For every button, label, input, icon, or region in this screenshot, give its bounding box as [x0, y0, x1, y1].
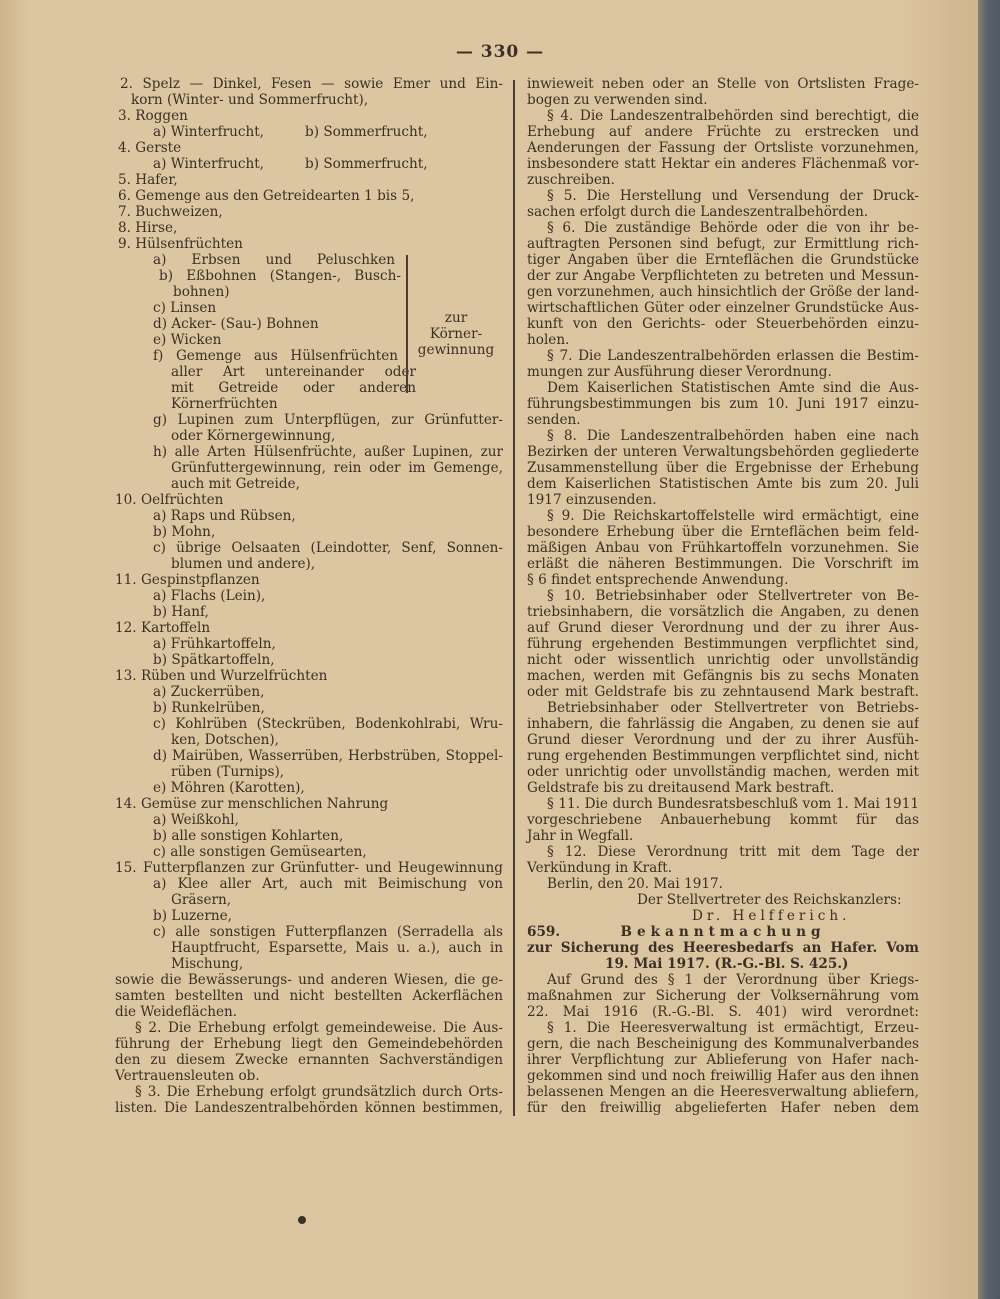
left-column-text-line: c) alle sonstigen Gemüsearten,	[153, 844, 367, 860]
right-column-text-line: ihrer Verpflichtung zur Ablieferung von Hafer nach-	[527, 1052, 919, 1068]
left-column-text-line: 2. Spelz — Dinkel, Fesen — sowie Emer und Ein-	[120, 76, 503, 92]
ink-spot	[298, 1216, 306, 1224]
right-column-text-line: § 6 findet entsprechende Anwendung.	[527, 572, 789, 588]
book-binding-edge	[978, 0, 1000, 1299]
left-column-text-line: Körnerfrüchten	[171, 396, 278, 412]
left-column-text-line: Mischung,	[171, 956, 244, 972]
right-column-text-line: Betriebsinhaber oder Stellvertreter von Betriebs-	[547, 700, 919, 716]
announcement-number: 659.	[527, 924, 561, 940]
right-column-text-line: für den freiwillig abgelieferten Hafer neben dem	[527, 1100, 919, 1116]
right-column-text-line: wirtschaftlichen Güter oder einzelner Grundstücke Aus-	[527, 300, 919, 316]
left-column-text-line: führung der Erhebung liegt den Gemeindebehörden	[115, 1036, 503, 1052]
right-column-text-line: 19. Mai 1917. (R.-G.-Bl. S. 425.)	[605, 956, 849, 972]
right-column-text-line: § 9. Die Reichskartoffelstelle wird ermächtigt, eine	[547, 508, 919, 524]
brace-label-line: Körner-	[429, 326, 483, 342]
left-column-text-line: § 3. Die Erhebung erfolgt grundsätzlich durch Orts-	[135, 1084, 503, 1100]
right-column-text-line: Aenderungen der Fassung der Ortsliste vorzunehmen,	[527, 140, 919, 156]
left-column-text-line: a) Frühkartoffeln,	[153, 636, 276, 652]
list-subitem-a: a) Winterfrucht,	[153, 124, 265, 140]
left-column-text-line: c) Linsen	[153, 300, 217, 316]
right-column-text-line: führungsbestimmungen bis zum 10. Juni 1917 einzu-	[527, 396, 919, 412]
left-column-text-line: aller Art untereinander oder	[171, 364, 416, 380]
right-column-text-line	[527, 924, 919, 940]
brace-bracket	[398, 255, 408, 393]
left-column-text-line: g) Lupinen zum Unterpflügen, zur Grünfutter-	[153, 412, 503, 428]
left-column-text-line: bohnen)	[173, 284, 230, 300]
list-subitem-a: a) Winterfrucht,	[153, 156, 265, 172]
right-column-text-line: Auf Grund des § 1 der Verordnung über Kriegs-	[547, 972, 919, 988]
right-column-text-line: mäßigen Anbau von Frühkartoffeln vorzunehmen. Sie	[527, 540, 919, 556]
left-column-text-line: Gräsern,	[171, 892, 232, 908]
left-column-text-line: f) Gemenge aus Hülsenfrüchten	[153, 348, 398, 364]
left-column-text-line: a) Flachs (Lein),	[153, 588, 266, 604]
left-column-text-line: die Weideflächen.	[115, 1004, 238, 1020]
right-column-text-line: dem Kaiserlichen Statistischen Amte bis zum 20. Juli	[527, 476, 919, 492]
left-column-text-line: blumen und andere),	[171, 556, 316, 572]
list-subitem-b: b) Sommerfrucht,	[305, 156, 428, 172]
right-column-text-line: Jahr in Wegfall.	[527, 828, 634, 844]
left-column-text-line: samten bestellten und nicht bestellten Ackerflächen	[115, 988, 503, 1004]
right-column-text-line: § 11. Die durch Bundesratsbeschluß vom 1. Mai 1911	[547, 796, 919, 812]
left-column-text-line: 15. Futterpflanzen zur Grünfutter- und Heugewinnung	[115, 860, 503, 876]
right-column-text-line: nicht oder wissentlich unrichtig oder unvollständig	[527, 652, 919, 668]
left-column-text-line: 3. Roggen	[118, 108, 188, 124]
right-column-text-line: machen, werden mit Gefängnis bis zu sechs Monaten	[527, 668, 919, 684]
left-column-text-line: d) Mairüben, Wasserrüben, Herbstrüben, Stoppel-	[153, 748, 503, 764]
brace-label-line: gewinnung	[417, 342, 495, 358]
left-column-text-line: den zu diesem Zwecke ernannten Sachverständigen	[115, 1052, 503, 1068]
left-column-text-line: c) alle sonstigen Futterpflanzen (Serradella als	[153, 924, 503, 940]
right-column-text-line: § 8. Die Landeszentralbehörden haben eine nach	[547, 428, 919, 444]
right-column-text-line: § 5. Die Herstellung und Versendung der Druck-	[547, 188, 919, 204]
right-column-text-line: triebsinhabern, die vorsätzlich die Angaben, zu denen	[527, 604, 919, 620]
right-column-text-line: § 7. Die Landeszentralbehörden erlassen die Bestim-	[547, 348, 919, 364]
left-column-text-line: oder Körnergewinnung,	[171, 428, 336, 444]
right-column-text-line: inhabern, die fahrlässig die Angaben, zu denen sie auf	[527, 716, 919, 732]
right-column-text-line: vorgeschriebene Anbauerhebung kommt für das	[527, 812, 919, 828]
left-column-text-line: 7. Buchweizen,	[118, 204, 223, 220]
right-column-text-line: senden.	[527, 412, 581, 428]
left-column-text-line: Grünfuttergewinnung, rein oder im Gemenge,	[171, 460, 503, 476]
brace-label-line: zur	[444, 310, 468, 326]
left-column-text-line: a) Klee aller Art, auch mit Beimischung von	[153, 876, 503, 892]
right-column-text-line: § 4. Die Landeszentralbehörden sind berechtigt, die	[547, 108, 919, 124]
right-column-text-line: Erhebung auf andere Früchte zu erstrecken und	[527, 124, 919, 140]
right-column-text-line: auftragten Personen sind befugt, zur Ermittlung rich-	[527, 236, 919, 252]
left-column-text-line: b) Hanf,	[153, 604, 209, 620]
right-column-text-line: insbesondere statt Hektar ein anderes Flächenmaß vor-	[527, 156, 919, 172]
left-column-text-line: listen. Die Landeszentralbehörden können bestimmen,	[115, 1100, 503, 1116]
left-column-text-line: 14. Gemüse zur menschlichen Nahrung	[115, 796, 389, 812]
left-column-text-line: 13. Rüben und Wurzelfrüchten	[115, 668, 328, 684]
left-column-text-line: b) Runkelrüben,	[153, 700, 265, 716]
left-column-text-line: 4. Gerste	[118, 140, 182, 156]
brace-label	[410, 310, 502, 358]
right-column-text-line: Zusammenstellung über die Ergebnisse der Erhebung	[527, 460, 919, 476]
right-column-text-line: § 1. Die Heeresverwaltung ist ermächtigt, Erzeu-	[547, 1020, 919, 1036]
announcement-title: Bekanntmachung	[620, 924, 826, 940]
left-column-text-line: a) Weißkohl,	[153, 812, 239, 828]
left-column-text-line: b) Spätkartoffeln,	[153, 652, 275, 668]
right-column-text-line: § 6. Die zuständige Behörde oder die von ihr be-	[547, 220, 919, 236]
right-column-text-line: führung ergehenden Bestimmungen verpflichtet sind,	[527, 636, 919, 652]
left-column-text-line: h) alle Arten Hülsenfrüchte, außer Lupinen, zur	[153, 444, 503, 460]
right-column-text-line: oder mit Geldstrafe bis zu zehntausend Mark bestraft.	[527, 684, 919, 700]
right-column-text-line: inwieweit neben oder an Stelle von Ortslisten Frage-	[527, 76, 919, 92]
left-column-text-line: rüben (Turnips),	[171, 764, 285, 780]
left-column-text-line: Hauptfrucht, Esparsette, Mais u. a.), auch in	[171, 940, 503, 956]
right-column-text-line: erläßt die näheren Bestimmungen. Die Vorschrift im	[527, 556, 919, 572]
right-column-text-line: mungen zur Ausführung dieser Verordnung.	[527, 364, 832, 380]
right-column-text-line: gern, die nach Bescheinigung des Kommunalverbandes	[527, 1036, 919, 1052]
right-column-text-line: gekommen sind und noch freiwillig Hafer aus den ihnen	[527, 1068, 919, 1084]
right-column-text-line: belassenen Mengen an die Heeresverwaltung abliefern,	[527, 1084, 919, 1100]
left-column-text-line: § 2. Die Erhebung erfolgt gemeindeweise. Die Aus-	[135, 1020, 503, 1036]
left-column-text-line: 11. Gespinstpflanzen	[115, 572, 260, 588]
left-column-text-line: a) Erbsen und Peluschken	[153, 252, 395, 268]
right-column-text-line: Der Stellvertreter des Reichskanzlers:	[637, 892, 902, 908]
right-column-text-line: gen vorzunehmen, auch hinsichtlich der Größe der land-	[527, 284, 919, 300]
left-column-text-line: 5. Hafer,	[118, 172, 178, 188]
right-column-text-line: 22. Mai 1916 (R.-G.-Bl. S. 401) wird verordnet:	[527, 1004, 919, 1020]
right-column-text-line: kunft von den Gerichts- oder Steuerbehörden einzu-	[527, 316, 919, 332]
left-column-text-line: mit Getreide oder anderen	[171, 380, 416, 396]
left-column-text-line: d) Acker- (Sau-) Bohnen	[153, 316, 319, 332]
left-column-text-line: Vertrauensleuten ob.	[115, 1068, 260, 1084]
left-column-text-line: b) Mohn,	[153, 524, 216, 540]
right-column-text-line: oder unrichtig oder unvollständig machen, werden mit	[527, 764, 919, 780]
right-column-text-line: Dem Kaiserlichen Statistischen Amte sind die Aus-	[547, 380, 919, 396]
right-column-text-line: besondere Erhebung über die Ernteflächen beim feld-	[527, 524, 919, 540]
left-column-text-line: korn (Winter- und Sommerfrucht),	[131, 92, 369, 108]
right-column-text-line: § 12. Diese Verordnung tritt mit dem Tage der	[547, 844, 919, 860]
right-column-text-line: tiger Angaben über die Ernteflächen die Grundstücke	[527, 252, 919, 268]
left-column-text-line: e) Möhren (Karotten),	[153, 780, 305, 796]
left-column-text-line: e) Wicken	[153, 332, 222, 348]
left-column-text-line: b) alle sonstigen Kohlarten,	[153, 828, 344, 844]
left-column	[115, 76, 503, 1116]
column-divider	[513, 80, 515, 1116]
left-column-text-line: 10. Oelfrüchten	[115, 492, 224, 508]
right-column-text-line: zuschreiben.	[527, 172, 615, 188]
left-column-text-line: 9. Hülsenfrüchten	[118, 236, 243, 252]
right-column-text-line: § 10. Betriebsinhaber oder Stellvertreter von Be-	[547, 588, 919, 604]
right-column-text-line: der zur Angabe Verpflichteten zu betreten und Messun-	[527, 268, 919, 284]
list-subitem-b: b) Sommerfrucht,	[305, 124, 428, 140]
left-column-text-line: b) Luzerne,	[153, 908, 232, 924]
left-column-text-line: b) Eßbohnen (Stangen-, Busch-	[159, 268, 401, 284]
left-column-text-line: 8. Hirse,	[118, 220, 178, 236]
left-column-text-line: sowie die Bewässerungs- und anderen Wiesen, die ge-	[115, 972, 503, 988]
left-column-text-line	[115, 124, 503, 140]
right-column-text-line: auf Grund dieser Verordnung und der zu ihrer Aus-	[527, 620, 919, 636]
left-column-text-line: auch mit Getreide,	[171, 476, 300, 492]
left-column-text-line: c) Kohlrüben (Steckrüben, Bodenkohlrabi, Wru-	[153, 716, 503, 732]
right-column-text-line: Grund dieser Verordnung und der zu ihrer Ausfüh-	[527, 732, 919, 748]
right-column-text-line: bogen zu verwenden sind.	[527, 92, 708, 108]
left-column-text-line: a) Raps und Rübsen,	[153, 508, 296, 524]
right-column-text-line: Berlin, den 20. Mai 1917.	[547, 876, 723, 892]
left-column-text-line: ken, Dotschen),	[171, 732, 279, 748]
right-column-text-line: maßnahmen zur Sicherung der Volksernährung vom	[527, 988, 919, 1004]
page-number: — 330 —	[455, 42, 545, 62]
left-column-text-line	[115, 156, 503, 172]
right-column-text-line: rung ergehenden Bestimmungen verpflichtet sind, nicht	[527, 748, 919, 764]
right-column-text-line: Bezirken der unteren Verwaltungsbehörden gegliederte	[527, 444, 919, 460]
right-column-text-line: holen.	[527, 332, 570, 348]
left-column-text-line: 12. Kartoffeln	[115, 620, 211, 636]
right-column-text-line: zur Sicherung des Heeresbedarfs an Hafer. Vom	[527, 940, 919, 956]
right-column-text-line: Dr. Helfferich.	[692, 908, 851, 924]
right-column-text-line: Geldstrafe bis zu dreitausend Mark bestraft.	[527, 780, 835, 796]
left-column-text-line: a) Zuckerrüben,	[153, 684, 265, 700]
right-column-text-line: 1917 einzusenden.	[527, 492, 657, 508]
right-column-text-line: sachen erfolgt durch die Landeszentralbehörden.	[527, 204, 869, 220]
right-column-text-line: Verkündung in Kraft.	[527, 860, 673, 876]
left-column-text-line: c) übrige Oelsaaten (Leindotter, Senf, Sonnen-	[153, 540, 503, 556]
right-column	[527, 76, 919, 1116]
left-column-text-line: 6. Gemenge aus den Getreidearten 1 bis 5,	[118, 188, 415, 204]
